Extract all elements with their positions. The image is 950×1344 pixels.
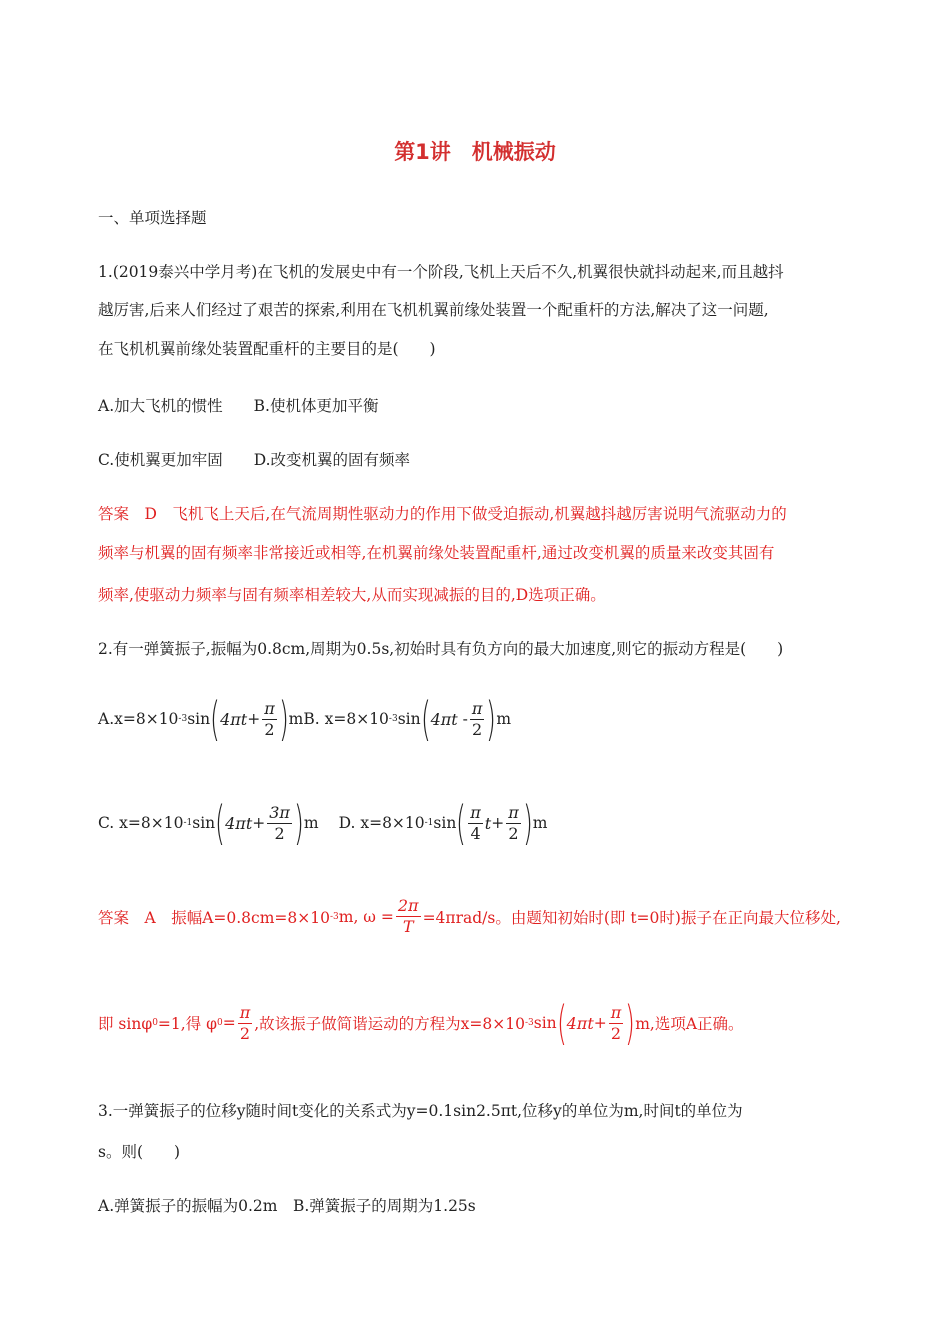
q2-stem: 2.有一弹簧振子,振幅为0.8cm,周期为0.5s,初始时具有负方向的最大加速度,则它的振动方程是( ) [98, 640, 784, 658]
q1-stem-line2: 越厉害,后来人们经过了艰苦的探索,利用在飞机机翼前缘处装置一个配重杆的方法,解决了这一问题, [98, 301, 769, 319]
section-heading: 一、单项选择题 [98, 209, 207, 227]
q2-option-cd: C. x=8×10 -1 sin ( 4π t + $\frac{3\pi}{2}$ ) m D. x=8×10 -1 sin ( $\frac{\pi}{4}$ t + $\frac{\pi}{2}$ ) m [98, 796, 548, 850]
q2-answer-line2: 即 sinφ 0 =1,得 φ 0 = $\frac{\pi}{2}$ ,故该振子做简谐运动的方程为x=8×10 -3 sin ( 4π t + $\frac{\pi}{2}$ ) m,选项A正确。 [98, 996, 744, 1050]
q1-options-cd: C.使机翼更加牢固 D.改变机翼的固有频率 [98, 451, 411, 469]
q3-stem-line1: 3.一弹簧振子的位移y随时间t变化的关系式为y=0.1sin2.5πt,位移y的单位为m,时间t的单位为 [98, 1102, 743, 1120]
q1-answer-line3: 频率,使驱动力频率与固有频率相差较大,从而实现减振的目的,D选项正确。 [98, 586, 606, 604]
page-title: 第1讲 机械振动 [394, 140, 556, 164]
q3-options-ab: A.弹簧振子的振幅为0.2m B.弹簧振子的周期为1.25s [98, 1197, 476, 1215]
q1-stem-line1: 1.(2019泰兴中学月考)在飞机的发展史中有一个阶段,飞机上天后不久,机翼很快就抖动起来,而且越抖 [98, 263, 784, 281]
q2-option-ab: A.x=8×10 -3 sin ( 4π t + $\frac{\pi}{2}$ ) m B. x=8×10 -3 sin ( 4π t - $\frac{\pi}{2}$ ) m [98, 692, 512, 746]
q1-answer-line1: 答案 D 飞机飞上天后,在气流周期性驱动力的作用下做受迫振动,机翼越抖越厉害说明气流驱动力的 [98, 505, 787, 523]
q3-stem-line2: s。则( ) [98, 1143, 181, 1161]
q2-answer-line1: 答案 A 振幅A=0.8cm=8×10 -3 m, ω = $\frac{2\pi}{T}$ =4πrad/s。由题知初始时(即 t=0时)振子在正向最大位移处, [98, 896, 841, 936]
q1-stem-line3: 在飞机机翼前缘处装置配重杆的主要目的是( ) [98, 340, 436, 358]
q1-options-ab: A.加大飞机的惯性 B.使机体更加平衡 [98, 397, 379, 415]
q1-answer-line2: 频率与机翼的固有频率非常接近或相等,在机翼前缘处装置配重杆,通过改变机翼的质量来改变其固有 [98, 544, 775, 562]
